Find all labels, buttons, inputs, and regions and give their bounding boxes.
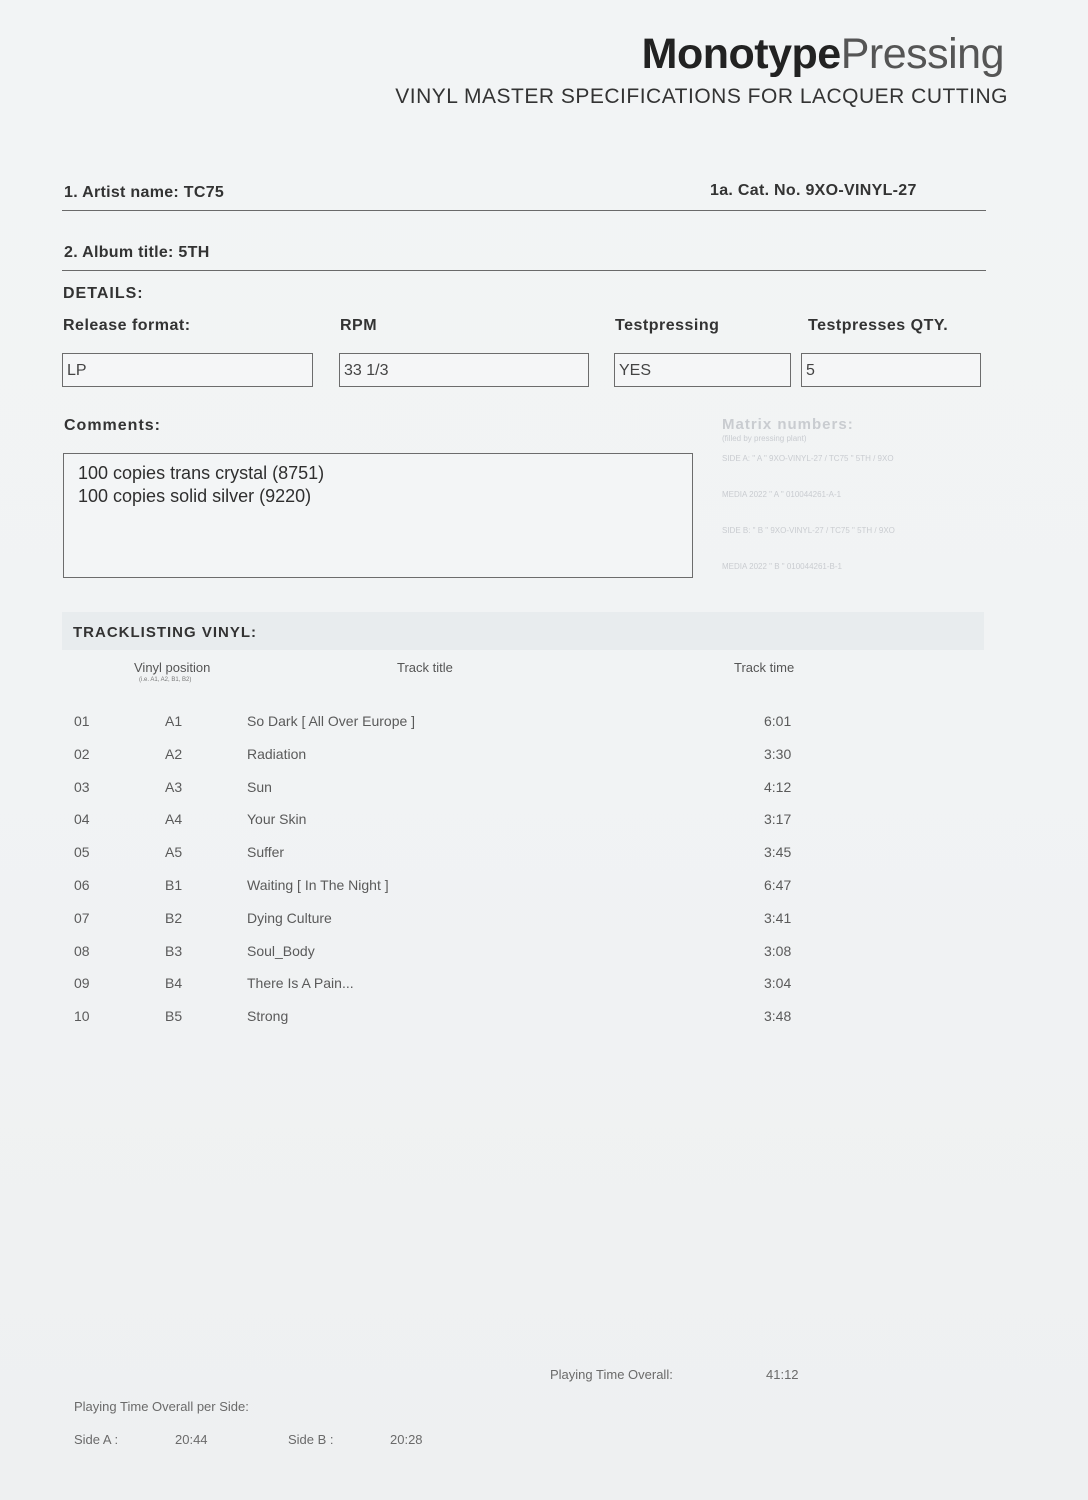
side-a-value: 20:44 bbox=[175, 1432, 208, 1447]
catalog-number-field: 1a. Cat. No. 9XO-VINYL-27 bbox=[710, 182, 917, 199]
testpress-qty-box: 5 bbox=[801, 353, 981, 387]
side-b-value: 20:28 bbox=[390, 1432, 423, 1447]
track-title: Your Skin bbox=[247, 811, 307, 828]
track-title: Radiation bbox=[247, 745, 307, 762]
track-title: Dying Culture bbox=[247, 909, 332, 926]
track-time: 4:12 bbox=[764, 778, 792, 795]
track-row bbox=[0, 713, 1088, 733]
track-time: 3:41 bbox=[764, 909, 792, 926]
track-number: 08 bbox=[74, 942, 90, 959]
track-title: Soul_Body bbox=[247, 942, 315, 959]
per-side-label: Playing Time Overall per Side: bbox=[74, 1399, 249, 1414]
track-number: 06 bbox=[74, 877, 90, 893]
comments-label: Comments: bbox=[64, 417, 162, 434]
track-number: 07 bbox=[74, 909, 90, 926]
track-position: B1 bbox=[165, 877, 183, 893]
track-row bbox=[0, 1008, 1088, 1028]
track-position: B4 bbox=[165, 975, 183, 992]
track-time: 3:04 bbox=[764, 975, 792, 992]
artist-name-field: 1. Artist name: TC75 bbox=[64, 184, 225, 201]
track-number: 09 bbox=[74, 975, 90, 992]
brand-bold: Monotype bbox=[641, 30, 841, 78]
track-time: 3:48 bbox=[764, 1008, 792, 1025]
track-time: 6:01 bbox=[764, 713, 792, 729]
overall-time-value: 41:12 bbox=[766, 1367, 799, 1382]
testpressing-box: YES bbox=[614, 353, 791, 387]
tracklist-heading: TRACKLISTING VINYL: bbox=[73, 624, 257, 641]
track-position: B5 bbox=[165, 1008, 183, 1025]
track-position: A5 bbox=[165, 844, 183, 861]
track-row bbox=[0, 811, 1088, 831]
track-row bbox=[0, 943, 1088, 963]
track-title: Waiting [ In The Night ] bbox=[247, 877, 389, 893]
track-number: 10 bbox=[74, 1008, 90, 1025]
track-row bbox=[0, 844, 1088, 864]
track-position: A4 bbox=[165, 811, 183, 828]
matrix-title: Matrix numbers: bbox=[722, 416, 854, 433]
col-track-title: Track title bbox=[397, 660, 453, 675]
release-format-box: LP bbox=[62, 353, 313, 387]
comment-line: 100 copies solid silver (9220) bbox=[78, 486, 312, 506]
matrix-row: MEDIA 2022 " B " 010044261-B-1 bbox=[722, 562, 842, 571]
album-title-field: 2. Album title: 5TH bbox=[64, 244, 210, 261]
track-time: 3:17 bbox=[764, 811, 792, 828]
side-a-label: Side A : bbox=[74, 1432, 119, 1447]
artist-field-row bbox=[62, 180, 986, 211]
comments-box bbox=[63, 453, 693, 578]
track-number: 04 bbox=[74, 811, 90, 828]
side-b-label: Side B : bbox=[288, 1432, 334, 1447]
track-row bbox=[0, 910, 1088, 930]
track-time: 3:45 bbox=[764, 844, 792, 861]
track-row bbox=[0, 877, 1088, 897]
brand-light: Pressing bbox=[840, 30, 1004, 78]
track-time: 3:30 bbox=[764, 745, 792, 762]
overall-time-label: Playing Time Overall: bbox=[550, 1367, 673, 1382]
details-heading: DETAILS: bbox=[63, 285, 144, 302]
col-vinyl-position-hint: (i.e. A1, A2, B1, B2) bbox=[139, 677, 192, 683]
matrix-row: MEDIA 2022 " A " 010044261-A-1 bbox=[722, 490, 842, 499]
track-title: Sun bbox=[247, 778, 272, 795]
release-format-label: Release format: bbox=[63, 317, 191, 334]
rpm-label: RPM bbox=[340, 317, 378, 334]
track-time: 6:47 bbox=[764, 877, 792, 893]
matrix-subtitle: (filled by pressing plant) bbox=[722, 434, 807, 443]
track-row bbox=[0, 746, 1088, 766]
track-position: A3 bbox=[165, 778, 183, 795]
col-vinyl-position: Vinyl position bbox=[134, 660, 211, 675]
track-position: A2 bbox=[165, 745, 183, 762]
testpressing-label: Testpressing bbox=[615, 317, 720, 334]
track-row bbox=[0, 975, 1088, 995]
matrix-numbers-section bbox=[722, 416, 895, 571]
brand-logo bbox=[642, 30, 1004, 79]
matrix-row: SIDE A: " A " 9XO-VINYL-27 / TC75 " 5TH / 9XO bbox=[722, 454, 894, 463]
track-number: 02 bbox=[74, 745, 90, 762]
testpress-qty-label: Testpresses QTY. bbox=[808, 317, 949, 334]
album-field-row bbox=[62, 240, 986, 271]
track-number: 03 bbox=[74, 778, 90, 795]
track-position: B2 bbox=[165, 909, 183, 926]
col-track-time: Track time bbox=[734, 660, 795, 675]
rpm-box: 33 1/3 bbox=[339, 353, 589, 387]
track-position: B3 bbox=[165, 942, 183, 959]
track-number: 05 bbox=[74, 844, 90, 861]
matrix-row: SIDE B: " B " 9XO-VINYL-27 / TC75 " 5TH / 9XO bbox=[722, 526, 895, 535]
comment-line: 100 copies trans crystal (8751) bbox=[78, 463, 325, 483]
track-title: There Is A Pain... bbox=[247, 975, 354, 992]
track-title: Suffer bbox=[247, 844, 285, 861]
track-title: Strong bbox=[247, 1008, 289, 1025]
track-number: 01 bbox=[74, 713, 90, 729]
document-subtitle: VINYL MASTER SPECIFICATIONS FOR LACQUER CUTTING bbox=[395, 85, 1008, 108]
track-title: So Dark [ All Over Europe ] bbox=[247, 713, 416, 729]
track-row bbox=[0, 779, 1088, 799]
track-position: A1 bbox=[165, 713, 183, 729]
track-time: 3:08 bbox=[764, 942, 792, 959]
